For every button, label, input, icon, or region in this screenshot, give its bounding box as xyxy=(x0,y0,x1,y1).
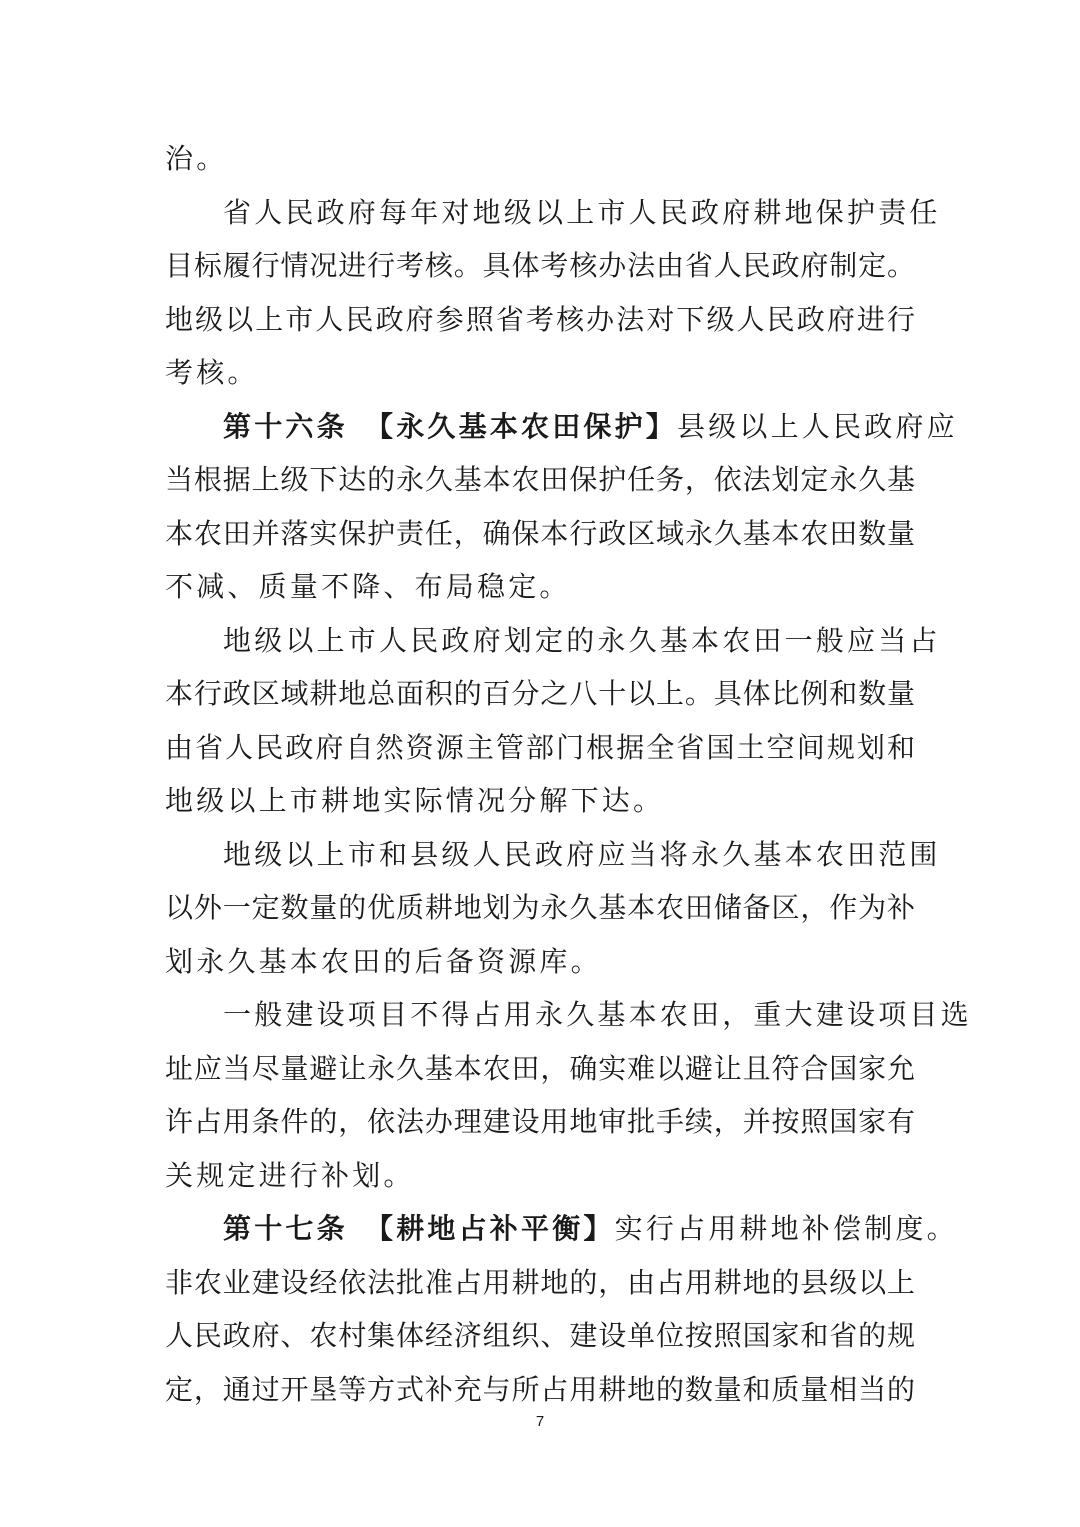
text-line: 许占用条件的，依法办理建设用地审批手续，并按照国家有 xyxy=(165,1105,915,1138)
text-line: 由省人民政府自然资源主管部门根据全省国土空间规划和 xyxy=(165,730,915,764)
article-17-heading-line xyxy=(165,1202,958,1256)
text-line: 一般建设项目不得占用永久基本农田，重大建设项目选 xyxy=(223,998,972,1031)
text-line: 地级以上市人民政府参照省考核办法对下级人民政府进行 xyxy=(165,302,915,336)
text-line: 定，通过开垦等方式补充与所占用耕地的数量和质量相当的 xyxy=(165,1372,915,1406)
text-line: 本农田并落实保护责任，确保本行政区域永久基本农田数量 xyxy=(165,516,915,550)
text-line: 当根据上级下达的永久基本农田保护任务，依法划定永久基 xyxy=(165,463,915,496)
text-line: 以外一定数量的优质耕地划为永久基本农田储备区，作为补 xyxy=(165,891,915,924)
text-line: 划永久基本农田的后备资源库。 xyxy=(165,944,602,978)
text-line: 地级以上市人民政府划定的永久基本农田一般应当占 xyxy=(223,623,941,657)
article-text: 县级以上人民政府应 xyxy=(677,409,958,443)
text-line: 省人民政府每年对地级以上市人民政府耕地保护责任 xyxy=(223,195,941,229)
text-line: 人民政府、农村集体经济组织、建设单位按照国家和省的规 xyxy=(165,1319,915,1352)
article-title: 第十七条 【耕地占补平衡】 xyxy=(223,1212,615,1245)
document-page xyxy=(165,132,972,1416)
text-line: 目标履行情况进行考核。具体考核办法由省人民政府制定。 xyxy=(165,249,915,282)
page-number: 7 xyxy=(535,1413,545,1430)
text-line: 址应当尽量避让永久基本农田，确实难以避让且符合国家允 xyxy=(165,1051,915,1085)
text-line: 非农业建设经依法批准占用耕地的，由占用耕地的县级以上 xyxy=(165,1265,915,1299)
text-line: 本行政区域耕地总面积的百分之八十以上。具体比例和数量 xyxy=(165,677,915,710)
text-line: 不减、质量不降、布局稳定。 xyxy=(165,570,571,603)
article-16-heading-line xyxy=(165,400,958,454)
text-line: 治。 xyxy=(165,142,228,175)
article-text: 实行占用耕地补偿制度。 xyxy=(614,1212,958,1245)
article-title: 第十六条 【永久基本农田保护】 xyxy=(223,409,678,443)
text-line: 考核。 xyxy=(165,356,259,389)
text-line: 关规定进行补划。 xyxy=(165,1158,415,1192)
text-line: 地级以上市和县级人民政府应当将永久基本农田范围 xyxy=(223,837,941,871)
text-line: 地级以上市耕地实际情况分解下达。 xyxy=(165,784,665,817)
